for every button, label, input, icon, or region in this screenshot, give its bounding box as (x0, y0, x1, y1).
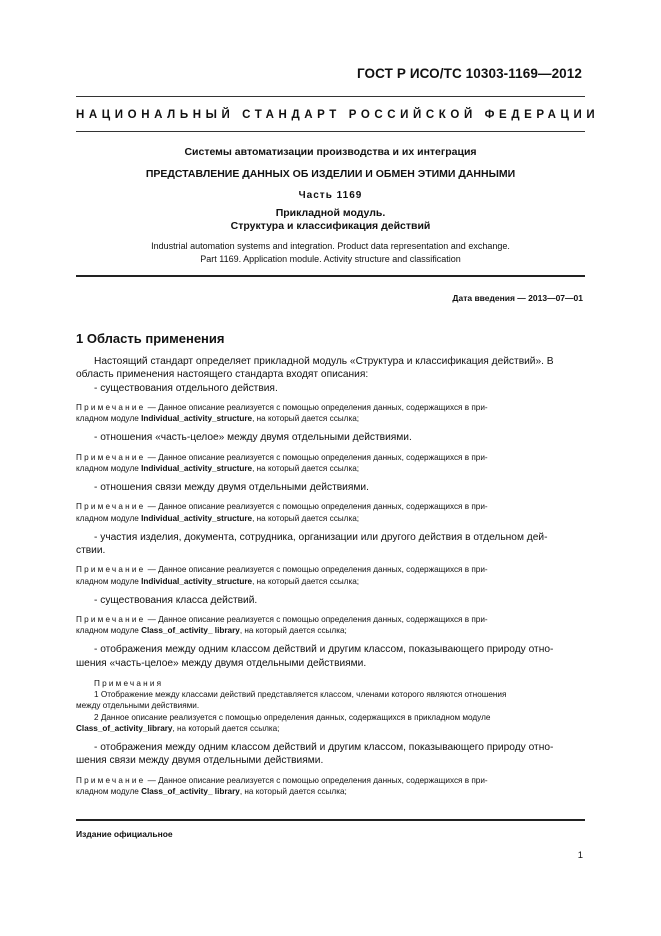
section-body (76, 355, 585, 797)
part-number: Часть 1169 (298, 190, 363, 201)
national-standard-banner: НАЦИОНАЛЬНЫЙ СТАНДАРТ РОССИЙСКОЙ ФЕДЕРАЦИИ (76, 109, 600, 121)
divider (76, 275, 585, 277)
list-item: - существования класса действий. (94, 594, 258, 606)
subtitle (76, 207, 585, 233)
list-item: - отношения «часть-целое» между двумя отдельными действиями. (94, 432, 412, 444)
list-item: - отношения связи между двумя отдельными действиями. (94, 482, 369, 493)
note: Примечание — Данное описание реализуется с помощью определения данных, содержащихся в при- кладном модуле Individual_activity_structure, на который дается ссылка; (76, 565, 488, 586)
english-title-line-2: Part 1169. Application module. Activity structure and classification (200, 253, 461, 264)
english-title (76, 240, 585, 265)
notes-label: Примечания (94, 679, 164, 688)
note: Примечание — Данное описание реализуется с помощью определения данных, содержащихся в при- кладном модуле Individual_activity_structure, на который дается ссылка; (76, 402, 488, 424)
note: Примечание — Данное описание реализуется с помощью определения данных, содержащихся в при- кладном модуле Individual_activity_structure, на который дается ссылка; (76, 502, 488, 523)
note-2-line-2: Class_of_activity_library, на который дается ссылка; (76, 723, 280, 733)
divider (76, 131, 585, 132)
standard-code: ГОСТ Р ИСО/ТС 10303-1169—2012 (356, 66, 582, 81)
subtitle-line-1: Прикладной модуль. (275, 207, 386, 219)
title-line-2: ПРЕДСТАВЛЕНИЕ ДАННЫХ ОБ ИЗДЕЛИИ И ОБМЕН ЭТИМИ ДАННЫМИ (145, 168, 516, 180)
list-item-continuation: ствии. (76, 545, 106, 556)
list-item: - существования отдельного действия. (94, 382, 278, 394)
divider (76, 96, 585, 97)
notes-block (76, 678, 585, 734)
list-item: - отображения между одним классом действий и другим классом, показывающего природу отно- (94, 644, 554, 656)
note: Примечание — Данное описание реализуется с помощью определения данных, содержащихся в при- кладном модуле Individual_activity_structure, на который дается ссылка; (76, 452, 488, 473)
list-item-continuation: шения связи между двумя отдельными действиями. (76, 755, 324, 767)
english-title-line-1: Industrial automation systems and integration. Product data representation and exchange. (151, 241, 510, 251)
divider (76, 819, 585, 821)
effective-date: Дата введения — 2013—07—01 (452, 293, 583, 303)
note-1-line-1: 1 Отображение между классами действий представляется классом, членами которого являются отношения (94, 690, 507, 700)
note-1-line-2: между отдельными действиями. (76, 701, 200, 711)
intro-line-1: Настоящий стандарт определяет прикладной модуль «Структура и классификация действий». В (94, 356, 554, 367)
list-item: - отображения между одним классом действий и другим классом, показывающего природу отно- (94, 742, 554, 754)
note-2-line-1: 2 Данное описание реализуется с помощью определения данных, содержащихся в прикладном модуле (94, 712, 491, 722)
note: Примечание — Данное описание реализуется с помощью определения данных, содержащихся в при- кладном модуле Class_of_activity_ library, на который дается ссылка; (76, 615, 488, 636)
intro-line-2: область применения настоящего стандарта входят описания: (76, 369, 369, 381)
list-item-continuation: шения «часть-целое» между двумя отдельными действиями. (76, 657, 367, 669)
official-edition-label: Издание официальное (76, 829, 173, 839)
list-item: - участия изделия, документа, сотрудника, организации или другого действия в отдельном дей- (94, 531, 548, 543)
title-line-1: Системы автоматизации производства и их интеграция (184, 146, 477, 158)
note: Примечание — Данное описание реализуется с помощью определения данных, содержащихся в при- кладном модуле Class_of_activity_ library, на который дается ссылка; (76, 775, 488, 796)
subtitle-line-2: Структура и классификация действий (230, 220, 431, 232)
page-number: 1 (577, 850, 583, 861)
section-heading: 1 Область применения (76, 331, 225, 346)
